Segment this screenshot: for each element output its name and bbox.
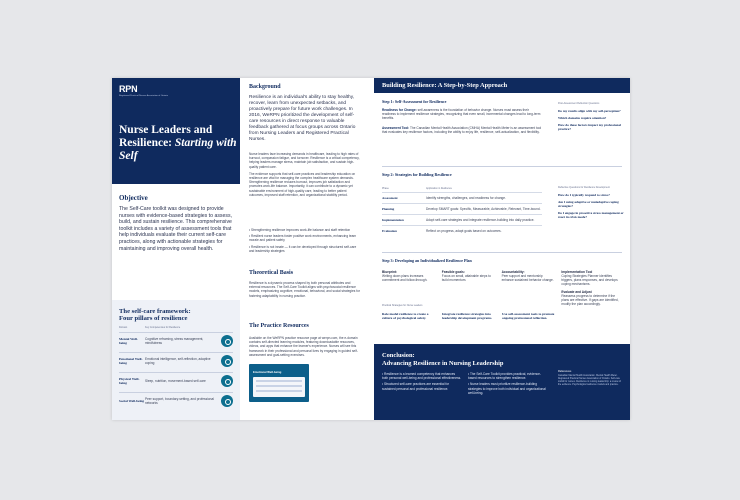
framework-row-label: Emotional Well-being <box>119 357 143 365</box>
strategies-label: Practical Strategies for Nurse Leaders <box>382 304 423 307</box>
resources-heading: The Practice Resources <box>249 323 309 329</box>
reflective-panel <box>558 186 626 222</box>
background-bullets <box>249 228 361 253</box>
steps-title: Building Resilience: A Step-by-Step Approach <box>382 81 508 89</box>
table-row <box>382 192 542 203</box>
people-icon <box>221 395 233 407</box>
right-column <box>374 78 630 420</box>
theory-heading: Theoretical Basis <box>249 270 294 276</box>
title-main: Nurse Leaders and Resilience: <box>119 124 213 149</box>
framework-row <box>119 332 233 349</box>
heart-icon <box>221 355 233 367</box>
reflection-question: How do these factors impact my professional practice? <box>558 123 621 131</box>
strategies-table <box>382 186 542 236</box>
framework-row-desc: Cognitive reframing, stress management, mindfulness <box>145 337 204 345</box>
reflection-question: Do my results align with my self-perception? <box>558 109 621 113</box>
table-col-app: Application in Resilience <box>426 187 452 190</box>
background-heading: Background <box>249 84 281 90</box>
framework-row-label: Physical Well-being <box>119 377 140 385</box>
toolkit-thumbnail[interactable] <box>249 364 309 402</box>
werpn-logo: RPN <box>119 84 138 94</box>
table-cell-phase: Implementation <box>382 218 404 222</box>
step1-readiness: Readiness for Change: self-awareness is the foundation of behavior change. Nurses must assess their readiness to implement resilience strategies, recognizing that even small, incremental changes lead to long-term benefits. <box>382 108 541 121</box>
table-cell-phase: Evaluation <box>382 229 397 233</box>
reflection-question: Do I engage in proactive stress management or react in crisis mode? <box>558 211 624 219</box>
conclusion-bullets-left <box>382 372 462 391</box>
strategy-item: Role model resilience to create a culture of psychological safety. <box>382 312 429 321</box>
table-row <box>382 225 542 236</box>
reflection-question: How do I typically respond to stress? <box>558 193 610 197</box>
framework-row-label: Mental Well-being <box>119 337 138 345</box>
framework-col-key: Key Competencies for Resilience <box>145 326 181 329</box>
body-icon <box>221 375 233 387</box>
table-cell-app: Reflect on progress, adapt goals based on outcomes. <box>426 229 502 233</box>
objective-heading: Objective <box>119 194 148 202</box>
step3-item: Accountability: Peer support and mentorship enhance sustained behavior change. <box>501 270 554 282</box>
background-p2: The evidence supports that self-care practices and leadership education on resilience are vital for managing the complex healthcare system demands. Strengthening resilience reduces burnout, improves job satisfaction and promotes work-life balance. Importantly, it can contribute to a dynamic yet sustainable environment of high-quality care, leading to better patient outcomes, improved staff retention, and organizational stability period. <box>249 171 356 197</box>
list-item: • Nurse leaders must prioritize resilience-building strategies to improve both individual and organizational well-being. <box>468 382 546 395</box>
framework-title-line2: Four pillars of resilience <box>119 315 188 323</box>
strategy-item: Integrate resilience strategies into leadership development programs. <box>442 312 493 321</box>
background-body <box>249 152 361 197</box>
left-column <box>112 78 240 420</box>
poster <box>112 78 630 420</box>
list-item: • Resilient nurse leaders foster positive work environments, enhancing team morale and patient safety <box>249 234 357 243</box>
list-item: • Resilience is not innate — it can be developed through structured self-care and leadership strategies <box>249 244 357 253</box>
poster-title <box>119 124 237 163</box>
references <box>558 370 624 387</box>
list-item: • The Self-Care Toolkit provides practical, evidence-based resources to strengthen resilience. <box>468 372 541 381</box>
objective-text: The Self-Care toolkit was designed to provide nurses with evidence-based strategies to assess, build, and sustain resilience. This comprehensive toolkit includes a variety of assessment tools that help individuals evaluate their current self-care practices, along with actionable strategies for maintaining and improving overall health. <box>119 206 233 252</box>
table-col-phase: Phase <box>382 187 389 190</box>
references-text: Canadian Mental Health Association. Mental Health Meter. Registered Practical Nurses Association of Ontario. Self-care toolkit for nurses. Resilience in nursing leadership: a review of the evidence. Psychological resilience models and practice. <box>558 375 621 386</box>
logo-subtitle: Registered Practical Nurses Association of Ontario <box>119 95 168 97</box>
step3-columns <box>382 270 622 306</box>
step1-heading: Step 1: Self-Assessment for Resilience <box>382 99 447 104</box>
step3-item: Implementation Tool Coping Strategies Planner identifies triggers, plans responses, and develops coping mechanisms. Evaluate and Adjust Reassess progress to determine if the plans are effective. If gaps are identified, modify the plan accordingly. <box>561 270 619 306</box>
framework-header <box>119 326 233 329</box>
framework-row <box>119 352 233 369</box>
framework-row-label: Social Well-being <box>119 399 145 403</box>
framework-row <box>119 372 233 389</box>
theory-text: Resilience is a dynamic process shaped by both personal attributes and external resources. The Self-Care Toolkit aligns with psychosocial resilience models, emphasizing cognitive, emotional, behavioral, and social strategies for fostering adaptability in nursing practice. <box>249 281 360 298</box>
strategy-item: Use self-assessment tools to promote ongoing professional reflection. <box>502 312 555 321</box>
table-cell-phase: Planning <box>382 207 395 211</box>
framework-row-desc: Peer support, boundary-setting, and professional networks <box>145 397 214 405</box>
table-cell-phase: Assessment <box>382 196 398 200</box>
background-p1: Nurse leaders face increasing demands in healthcare, leading to high rates of burnout, compassion fatigue, and turnover. Resilience is a critical competency, helping leaders manage stress, maintain job satisfaction, and sustain high-quality patient care. <box>249 152 360 169</box>
framework-title-line1: The self-care framework: <box>119 308 191 315</box>
divider <box>382 252 622 253</box>
side2-label: Reflective Questions for Resilience Development <box>558 186 610 189</box>
list-item: • Strengthening resilience improves work-life balance and staff retention <box>249 228 351 232</box>
step3-heading: Step 3: Developing an Individualized Resilience Plan <box>382 258 472 263</box>
conclusion-title <box>382 352 503 367</box>
steps-banner <box>374 78 630 93</box>
strategies-list <box>382 312 556 320</box>
table-cell-app: Develop SMART goals: Specific, Measurable, Achievable, Relevant, Time-bound. <box>426 207 541 211</box>
title-italic: Starting with Self <box>119 137 237 162</box>
framework-row-desc: Emotional intelligence, self-reflection, adaptive coping <box>145 357 211 365</box>
conclusion-title-line2: Advancing Resilience in Nursing Leadership <box>382 359 504 367</box>
side1-label: Post-Assessment Reflection Questions <box>558 102 600 105</box>
step3-item: Blueprint: Writing down plans increases commitment and follow-through. <box>382 270 428 282</box>
reflection-question: Which domains require attention? <box>558 116 607 120</box>
table-cell-app: Adopt self-care strategies and integrate resilience-building into daily practice. <box>426 218 535 222</box>
framework-row-desc: Sleep, nutrition, movement-based self-care <box>145 379 206 383</box>
conclusion-panel <box>374 344 630 420</box>
brain-icon <box>221 335 233 347</box>
references-heading: References <box>558 370 572 373</box>
framework-title <box>119 308 191 323</box>
step2-heading: Step 2: Strategies for Building Resilience <box>382 172 452 177</box>
post-assessment-panel <box>558 102 626 134</box>
conclusion-title-line1: Conclusion: <box>382 352 415 359</box>
thumbnail-card <box>253 377 305 397</box>
framework-row <box>119 392 233 409</box>
hero-banner <box>112 78 240 184</box>
list-item: • Structured self-care practices are essential for sustained personal and professional resilience. <box>382 382 450 391</box>
resources-text: Available on the WeRPN practice resource page at werpn.com, the e-domain contains self-directed learning modules, featuring downloadable resources, videos, and apps that enhance the learner's experience. Nurses will see this framework in their professional and personal lives by engaging in guided self-assessment and goal-setting exercises. <box>249 336 358 357</box>
list-item: • Resilience is a learned competency that enhances both personal well-being and professional effectiveness. <box>382 372 462 381</box>
step1-assessment: Assessment Tool: The Canadian Mental Health Association (CMHA) Mental Health Meter is an assessment tool that evaluates key resilience factors, including the ability to enjoy life, resilience, self-actualization, and flexibility. <box>382 126 542 135</box>
conclusion-bullets-right <box>468 372 548 395</box>
divider <box>382 166 622 167</box>
table-row <box>382 214 542 225</box>
thumbnail-title: Emotional Well-being <box>253 370 282 374</box>
framework-col-domain: Domain <box>119 326 128 329</box>
reflection-question: Am I using adaptive or maladaptive coping strategies? <box>558 200 619 208</box>
step3-item: Feasible goals: Focus on small, attainable steps to build momentum. <box>441 270 491 282</box>
framework-panel <box>112 300 240 420</box>
background-lead: Resilience is an individual's ability to stay healthy, recover, learn from unexpected setbacks, and proactively prepare for future work challenges. In 2016, WeRPN prioritized the development of self-care resources in direct response to valuable feedback gathered at focus groups across Ontario from Nursing Leaders and Registered Practical Nurses. <box>249 95 356 142</box>
middle-column <box>249 78 364 420</box>
table-cell-app: Identify strengths, challenges, and readiness for change. <box>426 196 506 200</box>
table-row <box>382 203 542 214</box>
